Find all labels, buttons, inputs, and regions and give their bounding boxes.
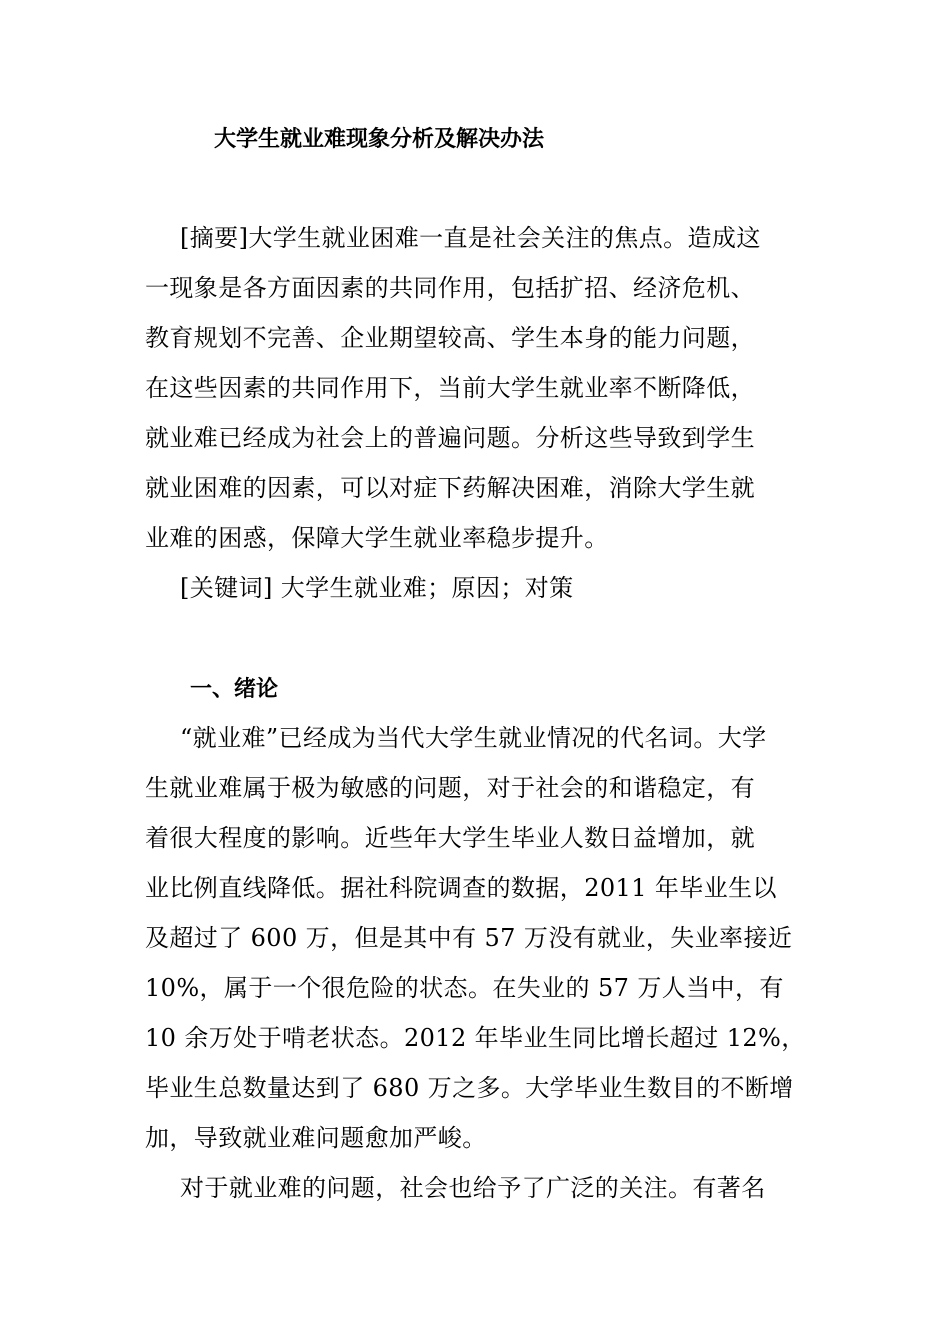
intro-line: 生就业难属于极为敏感的问题，对于社会的和谐稳定，有 [145,774,755,802]
section-heading: 一、绪论 [190,677,279,702]
abstract-line: 就业难已经成为社会上的普遍问题。分析这些导致到学生 [145,424,755,452]
intro-line: 业比例直线降低。据社科院调查的数据，2011 年毕业生以 [145,874,777,902]
intro-line: 及超过了 600 万，但是其中有 57 万没有就业，失业率接近 [145,924,793,952]
abstract-line: 在这些因素的共同作用下，当前大学生就业率不断降低， [145,374,755,402]
intro-line: 10 余万处于啃老状态。2012 年毕业生同比增长超过 12%， [145,1024,806,1052]
intro-line: 加，导致就业难问题愈加严峻。 [145,1124,487,1152]
abstract-line: 业难的困惑，保障大学生就业率稳步提升。 [145,524,609,552]
intro-line: 毕业生总数量达到了 680 万之多。大学毕业生数目的不断增 [145,1074,794,1102]
abstract-line: 就业困难的因素，可以对症下药解决困难，消除大学生就 [145,474,755,502]
intro-line: 着很大程度的影响。近些年大学生毕业人数日益增加，就 [145,824,755,852]
intro-line: 10%，属于一个很危险的状态。在失业的 57 万人当中，有 [145,974,784,1002]
abstract-line: [摘要]大学生就业困难一直是社会关注的焦点。造成这 [180,224,761,252]
abstract-line: 教育规划不完善、企业期望较高、学生本身的能力问题， [145,324,755,352]
intro-line: “就业难”已经成为当代大学生就业情况的代名词。大学 [180,724,767,752]
document-title: 大学生就业难现象分析及解决办法 [214,127,545,152]
keywords-line: [关键词] 大学生就业难；原因；对策 [180,574,574,602]
paragraph-line: 对于就业难的问题，社会也给予了广泛的关注。有著名 [180,1174,766,1202]
abstract-line: 一现象是各方面因素的共同作用，包括扩招、经济危机、 [145,274,755,302]
